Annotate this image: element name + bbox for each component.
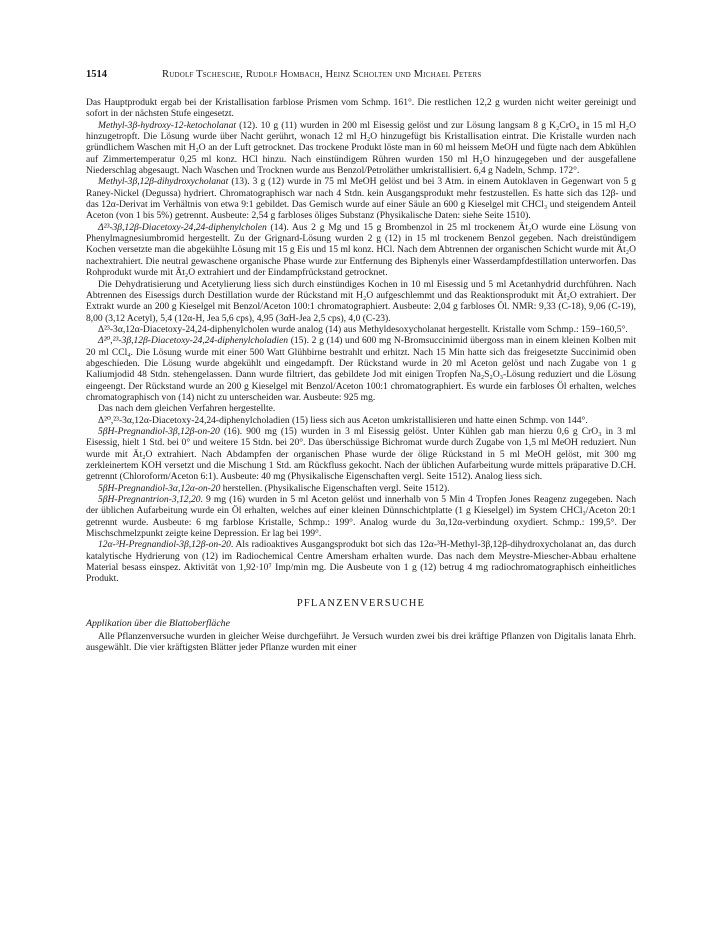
paragraph-text: Δ²⁰,²³-3α,12α-Diacetoxy-24,24-diphenylcholadien (15) liess sich aus Aceton umkristallisieren und hatte einen Schmp. von 144°. (98, 414, 588, 426)
section-paragraph: Alle Pflanzenversuche wurden in gleicher Weise durchgeführt. Je Versuch wurden zwei bis drei kräftige Pflanzen von Digitalis lanata Ehrh. ausgewählt. Die vier kräftigsten Blätter jeder Pflanze wurden mit einer (86, 630, 636, 654)
body-paragraph (86, 279, 636, 324)
body-paragraph (86, 426, 636, 483)
paragraph-text: (15). 2 g (14) und 600 mg N-Bromsuccinimid übergoss man in einem kleinen Kolben mit 20 ml CCl₄. Die Lösung wurde mit einer 500 Watt Glühbirne bestrahlt und erhitzt. Nach 15 Min hatte sich das freigesetzte Succinimid oben abgeschieden. Die Lösung wurde abgekühlt und eingedampft. Der Rückstand wurde in 20 ml Aceton gelöst und nach Zugabe von 1 g Kaliumjodid 48 Stdn. stehengelassen. Dann wurde filtriert, das gebildete Jod mit einigen Tropfen Na₂S₂O₃-Lösung reduziert und die Lösung eingeengt. Der Rückstand wurde an 200 g Kieselgel mit Benzol/Aceton 100:1 chromatographiert. Es wurde ein farbloses Öl erhalten, welches chromatographisch von (14) nicht zu unterscheiden war. Ausbeute: 925 mg. (86, 335, 636, 403)
page-number: 1514 (86, 69, 107, 80)
page-header (86, 68, 636, 81)
compound-name: Δ²³-3β,12β-Diacetoxy-24,24-diphenylcholen (98, 221, 267, 233)
body-paragraph (86, 176, 636, 221)
paragraph-text: (16). 900 mg (15) wurden in 3 ml Eisessig gelöst. Unter Kühlen gab man hierzu 0,6 g CrO₃ in 3 ml Eisessig, hielt 1 Std. bei 0° und weitere 15 Stdn. bei 20°. Das überschüssige Bichromat wurde durch Zugabe von 1,5 ml MeOH reduziert. Nun wurde mit Ät₂O extrahiert. Nach Abdampfen der organischen Phase wurde der ölige Rückstand in 5 ml MeOH gelöst, mit 300 mg zerkleinertem KOH versetzt und die Mischung 1 Std. am Rückfluss gekocht. Nach der üblichen Aufarbeitung wurde mittels präparative D.CH. getrennt (Chloroform/Aceton 6:1). Ausbeute: 40 mg (Physikalische Eigenschaften vergl. Seite 1512). Analog liess sich. (86, 425, 636, 483)
compound-name: 5βH-Pregnandiol-3β,12β-on-20 (98, 425, 220, 437)
paragraph-text: . Als radioaktives Ausgangsprodukt bot sich das 12α-³H-Methyl-3β,12β-dihydroxycholanat an, das durch katalytische Hydrierung von (12) im Radiochemical Centre Amersham erhalten wurde. Das nach dem Meystre-Miescher-Abbau erhaltene Material besass einspez. Aktivität von 1,92·10⁷ Imp/min mg. Die Ausbeute von 1 g (12) betrug 4 mg radiochromatographisch einheitliches Produkt. (86, 539, 636, 585)
paragraph-text: (14). Aus 2 g Mg und 15 g Brombenzol in 25 ml trockenem Ät₂O wurde eine Lösung von Phenylmagnesiumbromid hergestellt. Zu der Grignard-Lösung wurden 2 g (12) in 15 ml trockenem Benzol gegeben. Nach dreistündigem Kochen versetzte man die abgekühlte Lösung mit 15 g Eis und 15 ml konz. HCl. Nach dem Abtrennen der organischen Schicht wurde mit Ät₂O nachextrahiert. Die neutral gewaschene organische Phase wurde zur Entfernung des Biphenyls einer Wasserdampfdestillation unterworfen. Das Rohprodukt wurde mit Ät₂O extrahiert und der Eindampfrückstand getrocknet. (86, 221, 636, 279)
paragraph-text: Die Dehydratisierung und Acetylierung liess sich durch einstündiges Kochen in 10 ml Eisessig und 5 ml Acetanhydrid durchführen. Nach Abtrennen des Eisessigs durch Destillation wurde der Rückstand mit H₂O aufgeschlemmt und das Reaktionsprodukt mit Ät₂O extrahiert. Der Extrakt wurde an 200 g Kieselgel mit Benzol/Aceton 100:1 chromatographiert. Ausbeute: 2,04 g farbloses Öl. NMR: 9,33 (C-18), 9,06 (C-19), 8,00 (3,12 Acetyl), 5,4 (12α-H, Jea 5,6 cps), 4,95 (3αH-Jea 2,5 cps), 4,0 (C-23). (86, 278, 636, 324)
compound-name: 5βH-Pregnandiol-3α,12α-on-20 (98, 482, 221, 494)
body-paragraph (86, 494, 636, 539)
body-paragraph (86, 324, 636, 335)
paragraph-text: Δ²³-3α,12α-Diacetoxy-24,24-diphenylcholen wurde analog (14) aus Methyldesoxycholanat hergestellt. Kristalle vom Schmp.: 159–160,5°. (98, 323, 628, 335)
section-subheading: Applikation über die Blattoberfläche (86, 617, 230, 629)
paragraph-text: herstellen. (Physikalische Eigenschaften vergl. Seite 1512). (220, 482, 450, 494)
journal-page (86, 68, 636, 653)
compound-name: 5βH-Pregnantrion-3,12,20 (98, 494, 201, 506)
paragraph-text: Das nach dem gleichen Verfahren hergestellte. (98, 403, 276, 415)
body-paragraph (86, 539, 636, 584)
compound-name: Δ²⁰,²³-3β,12β-Diacetoxy-24,24-diphenylcholadien (98, 335, 289, 347)
body-paragraph (86, 335, 636, 403)
experimental-section-body (86, 97, 636, 585)
body-paragraph (86, 120, 636, 177)
compound-name: 12α-³H-Pregnandiol-3β,12β-on-20 (98, 539, 231, 551)
body-paragraph (86, 403, 636, 414)
paragraph-text: Das Hauptprodukt ergab bei der Kristallisation farblose Prismen vom Schmp. 161°. Die restlichen 12,2 g wurden nicht weiter gereinigt und sofort in der nächsten Stufe eingesetzt. (86, 97, 636, 120)
body-paragraph (86, 222, 636, 279)
body-paragraph (86, 483, 636, 494)
body-paragraph (86, 97, 636, 120)
compound-name: Methyl-3β,12β-dihydroxycholanat (98, 176, 229, 188)
running-head: Rudolf Tschesche, Rudolf Hombach, Heinz Scholten und Michael Peters (162, 69, 482, 80)
section-title: PFLANZENVERSUCHE (296, 597, 426, 609)
paragraph-text: . 9 mg (16) wurden in 5 ml Aceton gelöst und innerhalb von 5 Min 4 Tropfen Jones Reagenz zugegeben. Nach der üblichen Aufarbeitung wurde ein Öl erhalten, welches auf einer kleinen Dünnschichtplatte (1 g Kieselgel) im System CHCl₃/Aceton 20:1 getrennt wurde. Ausbeute: 6 mg farblose Kristalle, Schmp.: 199°. Analog wurde du 3α,12α-verbindung oxydiert. Schmp.: 199,5°. Der Mischschmelzpunkt zeigte keine Depression. Er lag bei 199°. (86, 494, 636, 540)
paragraph-text: (12). 10 g (11) wurden in 200 ml Eisessig gelöst und zur Lösung langsam 8 g K₂CrO₄ in 15 ml H₂O hinzugetropft. Die Lösung wurde über Nacht gerührt, wonach 12 ml H₂O hinzugefügt bis Kristallisation eintrat. Die Kristalle wurden nach gründlichem Waschen mit H₂O an der Luft getrocknet. Das trockene Produkt löste man in 60 ml heissem MeOH und fügte nach dem Abkühlen auf Zimmertemperatur 0,25 ml konz. HCl hinzu. Nach einstündigem Rühren wurden 150 ml H₂O hinzugegeben und der ausgefallene Niederschlag abgesaugt. Nach Waschen und Trocknen wurde aus Benzol/Petroläther umkristallisiert. 6,4 g Nadeln, Schmp. 172°. (86, 119, 636, 177)
compound-name: Methyl-3β-hydroxy-12-ketocholanat (98, 119, 237, 131)
paragraph-text: (13). 3 g (12) wurde in 75 ml MeOH gelöst und bei 3 Atm. in einem Autoklaven in Gegenwart von 5 g Raney-Nickel (Degussa) hydriert. Chromatographisch war nach 4 Stdn. kein Ausgangsprodukt mehr festzustellen. Es hatte sich das 12β- und das 12α-Derivat im Verhältnis von etwa 9:1 gebildet. Das Gemisch wurde auf einer Säule an 600 g Kieselgel mit CHCl₃ und steigendem Anteil Aceton (von 1 bis 5%) getrennt. Ausbeute: 2,54 g farbloses öliges Substanz (Physikalische Daten: siehe Seite 1510). (86, 176, 636, 222)
body-paragraph (86, 415, 636, 426)
